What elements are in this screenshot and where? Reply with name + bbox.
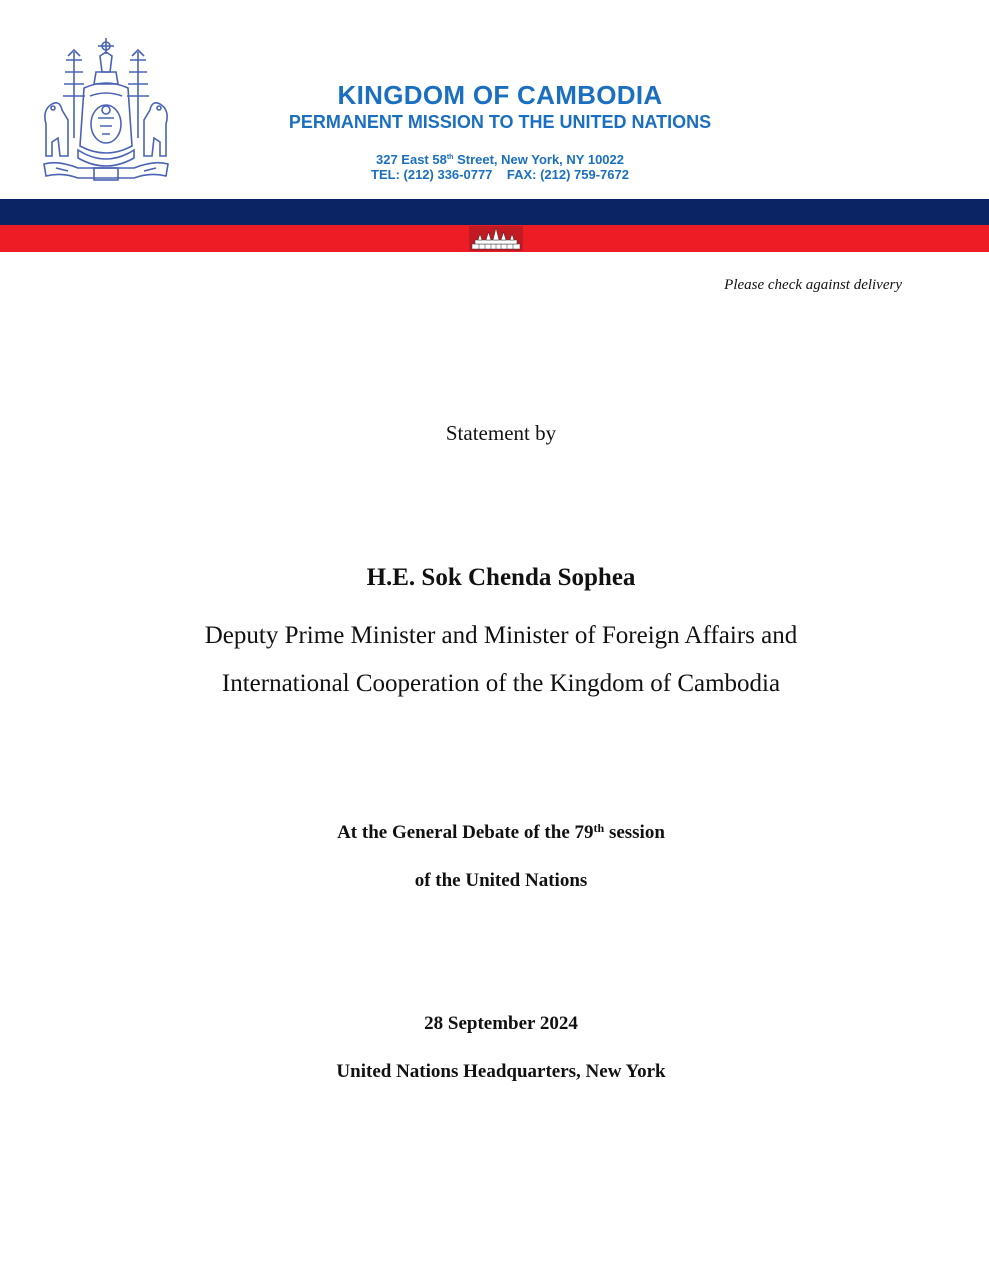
letterhead-subtitle: PERMANENT MISSION TO THE UNITED NATIONS [288,112,712,132]
address-rest: Street, New York, NY 10022 [453,152,624,167]
statement-by-label: Statement by [445,421,557,445]
flag-band-blue [0,199,989,225]
speaker-title-line-2: International Cooperation of the Kingdom of Cambodia [221,670,781,697]
speaker-title-line-1: Deputy Prime Minister and Minister of Foreign Affairs and [204,622,798,649]
royal-coat-of-arms-icon [38,38,174,184]
event-ordinal-suffix: th [593,821,605,835]
statement-date: 28 September 2024 [424,1013,578,1034]
event-line-1 [0,822,989,844]
angkor-wat-temple-icon [469,226,523,251]
speaker-name: H.E. Sok Chenda Sophea [366,564,636,591]
letterhead-title: KINGDOM OF CAMBODIA [337,80,663,110]
event-line-2: of the United Nations [414,870,588,891]
delivery-note: Please check against delivery [724,277,902,293]
event-line-1-end: session [604,822,665,843]
address-number: 327 East 58 [376,152,447,167]
statement-venue: United Nations Headquarters, New York [336,1061,666,1082]
letterhead-address [200,152,800,167]
letterhead [0,0,989,200]
letterhead-phone-fax: TEL: (212) 336-0777 FAX: (212) 759-7672 [371,167,629,182]
event-line-1-main: At the General Debate of the 79 [337,822,594,843]
address-suffix: th [446,154,454,161]
